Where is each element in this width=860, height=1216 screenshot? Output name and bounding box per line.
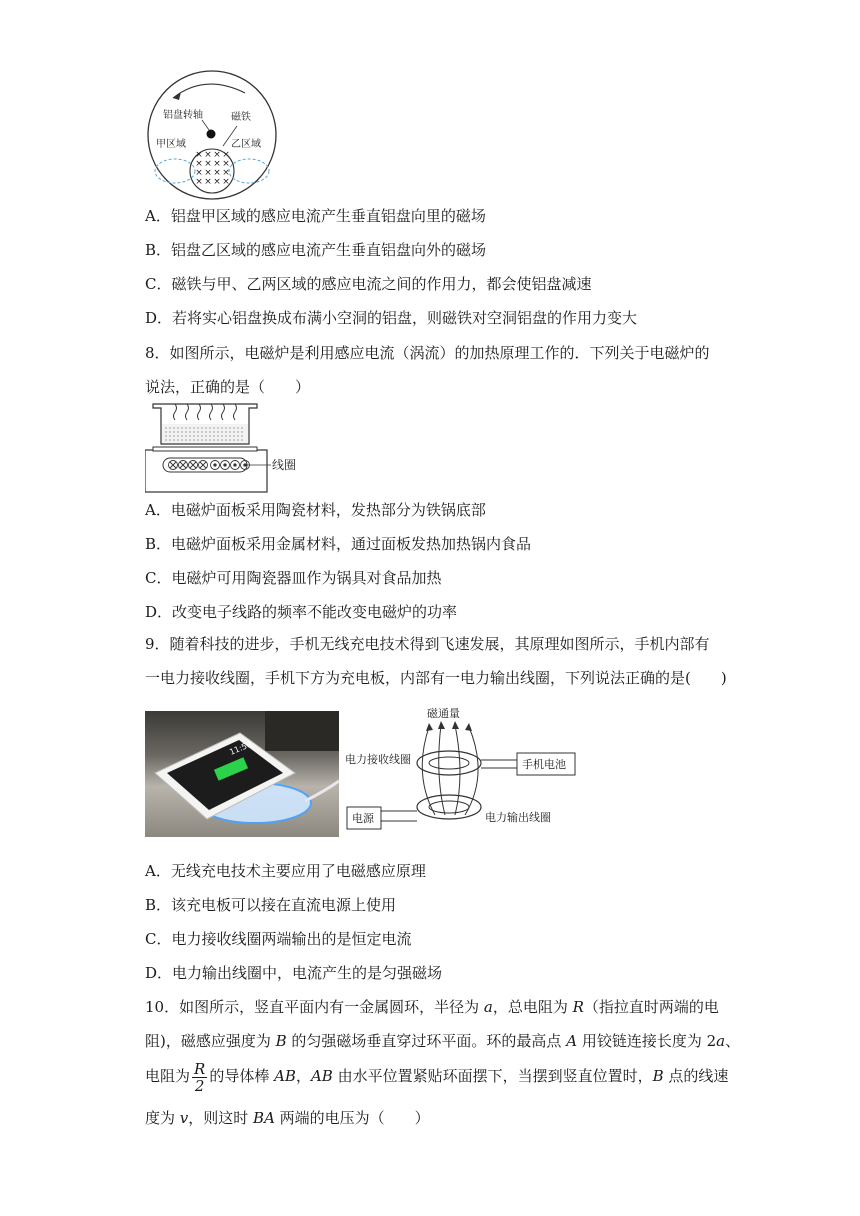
- svg-text:×: ×: [213, 168, 221, 178]
- option-letter: D．: [145, 603, 173, 621]
- option-letter: A．: [145, 862, 171, 880]
- option-letter: A．: [145, 207, 171, 225]
- q8-stem-line2: 说法，正确的是（ ）: [145, 378, 311, 396]
- label-output-coil: 电力输出线圈: [485, 811, 551, 824]
- label-coil: 线圈: [272, 458, 297, 472]
- svg-text:×: ×: [213, 159, 221, 169]
- field-into-page-marks: [195, 150, 230, 187]
- fraction-r-over-2: $\frac{R}{2}$: [194, 1059, 206, 1095]
- label-source: 电源: [352, 812, 374, 825]
- phone-time: 11:58: [228, 739, 254, 757]
- svg-text:×: ×: [204, 150, 212, 160]
- option-letter: B．: [145, 241, 172, 259]
- q8-option-a: [145, 500, 486, 520]
- option-text: 该充电板可以接在直流电源上使用: [171, 896, 397, 914]
- option-text: 改变电子线路的频率不能改变电磁炉的功率: [172, 603, 458, 621]
- rotation-arrow-icon: [173, 84, 245, 98]
- q7-option-c: [145, 274, 592, 294]
- option-letter: A．: [145, 501, 171, 519]
- option-letter: C．: [145, 569, 172, 587]
- svg-text:×: ×: [195, 177, 203, 187]
- svg-text:×: ×: [222, 159, 230, 169]
- svg-text:×: ×: [222, 177, 230, 187]
- label-battery: 手机电池: [522, 758, 566, 771]
- svg-text:×: ×: [222, 168, 230, 178]
- cooker-panel: [153, 447, 257, 451]
- svg-text:×: ×: [195, 159, 203, 169]
- option-text: 磁铁与甲、乙两区域的感应电流之间的作用力，都会使铝盘减速: [171, 275, 592, 293]
- q9-option-a: [145, 861, 426, 881]
- label-axis: 铝盘转轴: [163, 110, 203, 121]
- svg-text:×: ×: [204, 177, 212, 187]
- output-coil: [417, 795, 481, 819]
- label-magnet: 磁铁: [231, 112, 251, 123]
- aluminum-disc-figure: [145, 68, 280, 203]
- q8-stem-line1: 8．如图所示，电磁炉是利用感应电流（涡流）的加热原理工作的．下列关于电磁炉的: [145, 344, 710, 362]
- q9-option-b: [145, 895, 396, 915]
- svg-text:×: ×: [204, 168, 212, 178]
- svg-text:×: ×: [213, 177, 221, 187]
- label-flux: 磁通量: [427, 707, 460, 720]
- option-text: 电磁炉可用陶瓷器皿作为锅具对食品加热: [171, 569, 442, 587]
- svg-text:×: ×: [195, 168, 203, 178]
- jia-region-outline: [155, 159, 195, 183]
- option-text: 无线充电技术主要应用了电磁感应原理: [170, 862, 426, 880]
- label-receive-coil: 电力接收线圈: [345, 753, 411, 766]
- q9-option-d: [145, 963, 442, 983]
- option-letter: C．: [145, 275, 172, 293]
- wireless-charging-schematic: [343, 705, 578, 835]
- q9-stem-line1: 9．随着科技的进步，手机无线充电技术得到飞速发展，其原理如图所示，手机内部有: [145, 635, 710, 653]
- option-letter: B．: [145, 535, 172, 553]
- wireless-charging-photo: [145, 711, 339, 837]
- option-letter: D．: [145, 964, 173, 982]
- option-letter: C．: [145, 930, 172, 948]
- option-letter: B．: [145, 896, 172, 914]
- svg-text:×: ×: [213, 150, 221, 160]
- q9-stem-line2: 一电力接收线圈，手机下方为充电板，内部有一电力输出线圈，下列说法正确的是( ): [145, 669, 727, 687]
- yi-region-outline: [229, 159, 269, 183]
- label-yi: 乙区域: [231, 139, 261, 150]
- q10-stem-line3: 电阻为 $\frac{R}{2}$ 的导体棒 AB，AB 由水平位置紧贴环面摆下，当摆到竖直位置时，B 点的线速: [145, 1059, 729, 1095]
- q10-stem-line1: 10．如图所示，竖直平面内有一金属圆环，半径为 a，总电阻为 R（指拉直时两端的电: [145, 998, 719, 1016]
- option-letter: D．: [145, 309, 173, 327]
- induction-cooker-figure: [145, 400, 315, 494]
- svg-text:×: ×: [195, 150, 203, 160]
- q7-option-a: [145, 206, 486, 226]
- option-text: 电力接收线圈两端输出的是恒定电流: [171, 930, 412, 948]
- q10-stem-line2: 阻)，磁感应强度为 B 的匀强磁场垂直穿过环平面。环的最高点 A 用铰链连接长度为 2a、: [145, 1032, 741, 1050]
- option-text: 电力输出线圈中，电流产生的是匀强磁场: [172, 964, 443, 982]
- q10-stem-line4: 度为 v，则这时 BA 两端的电压为（ ）: [145, 1109, 430, 1127]
- svg-text:×: ×: [222, 150, 230, 160]
- option-text: 电磁炉面板采用金属材料，通过面板发热加热锅内食品: [171, 535, 532, 553]
- axis-dot: [207, 130, 216, 139]
- q7-option-d: [145, 308, 637, 328]
- q9-option-c: [145, 929, 412, 949]
- option-text: 电磁炉面板采用陶瓷材料，发热部分为铁锅底部: [170, 501, 486, 519]
- option-text: 铝盘乙区域的感应电流产生垂直铝盘向外的磁场: [171, 241, 487, 259]
- label-jia: 甲区域: [156, 139, 186, 150]
- q8-option-c: [145, 568, 442, 588]
- q8-option-d: [145, 602, 457, 622]
- svg-text:×: ×: [204, 159, 212, 169]
- receive-coil: [417, 751, 481, 775]
- q7-option-b: [145, 240, 486, 260]
- option-text: 若将实心铝盘换成布满小空洞的铝盘，则磁铁对空洞铝盘的作用力变大: [172, 309, 638, 327]
- option-text: 铝盘甲区域的感应电流产生垂直铝盘向里的磁场: [170, 207, 486, 225]
- q8-option-b: [145, 534, 531, 554]
